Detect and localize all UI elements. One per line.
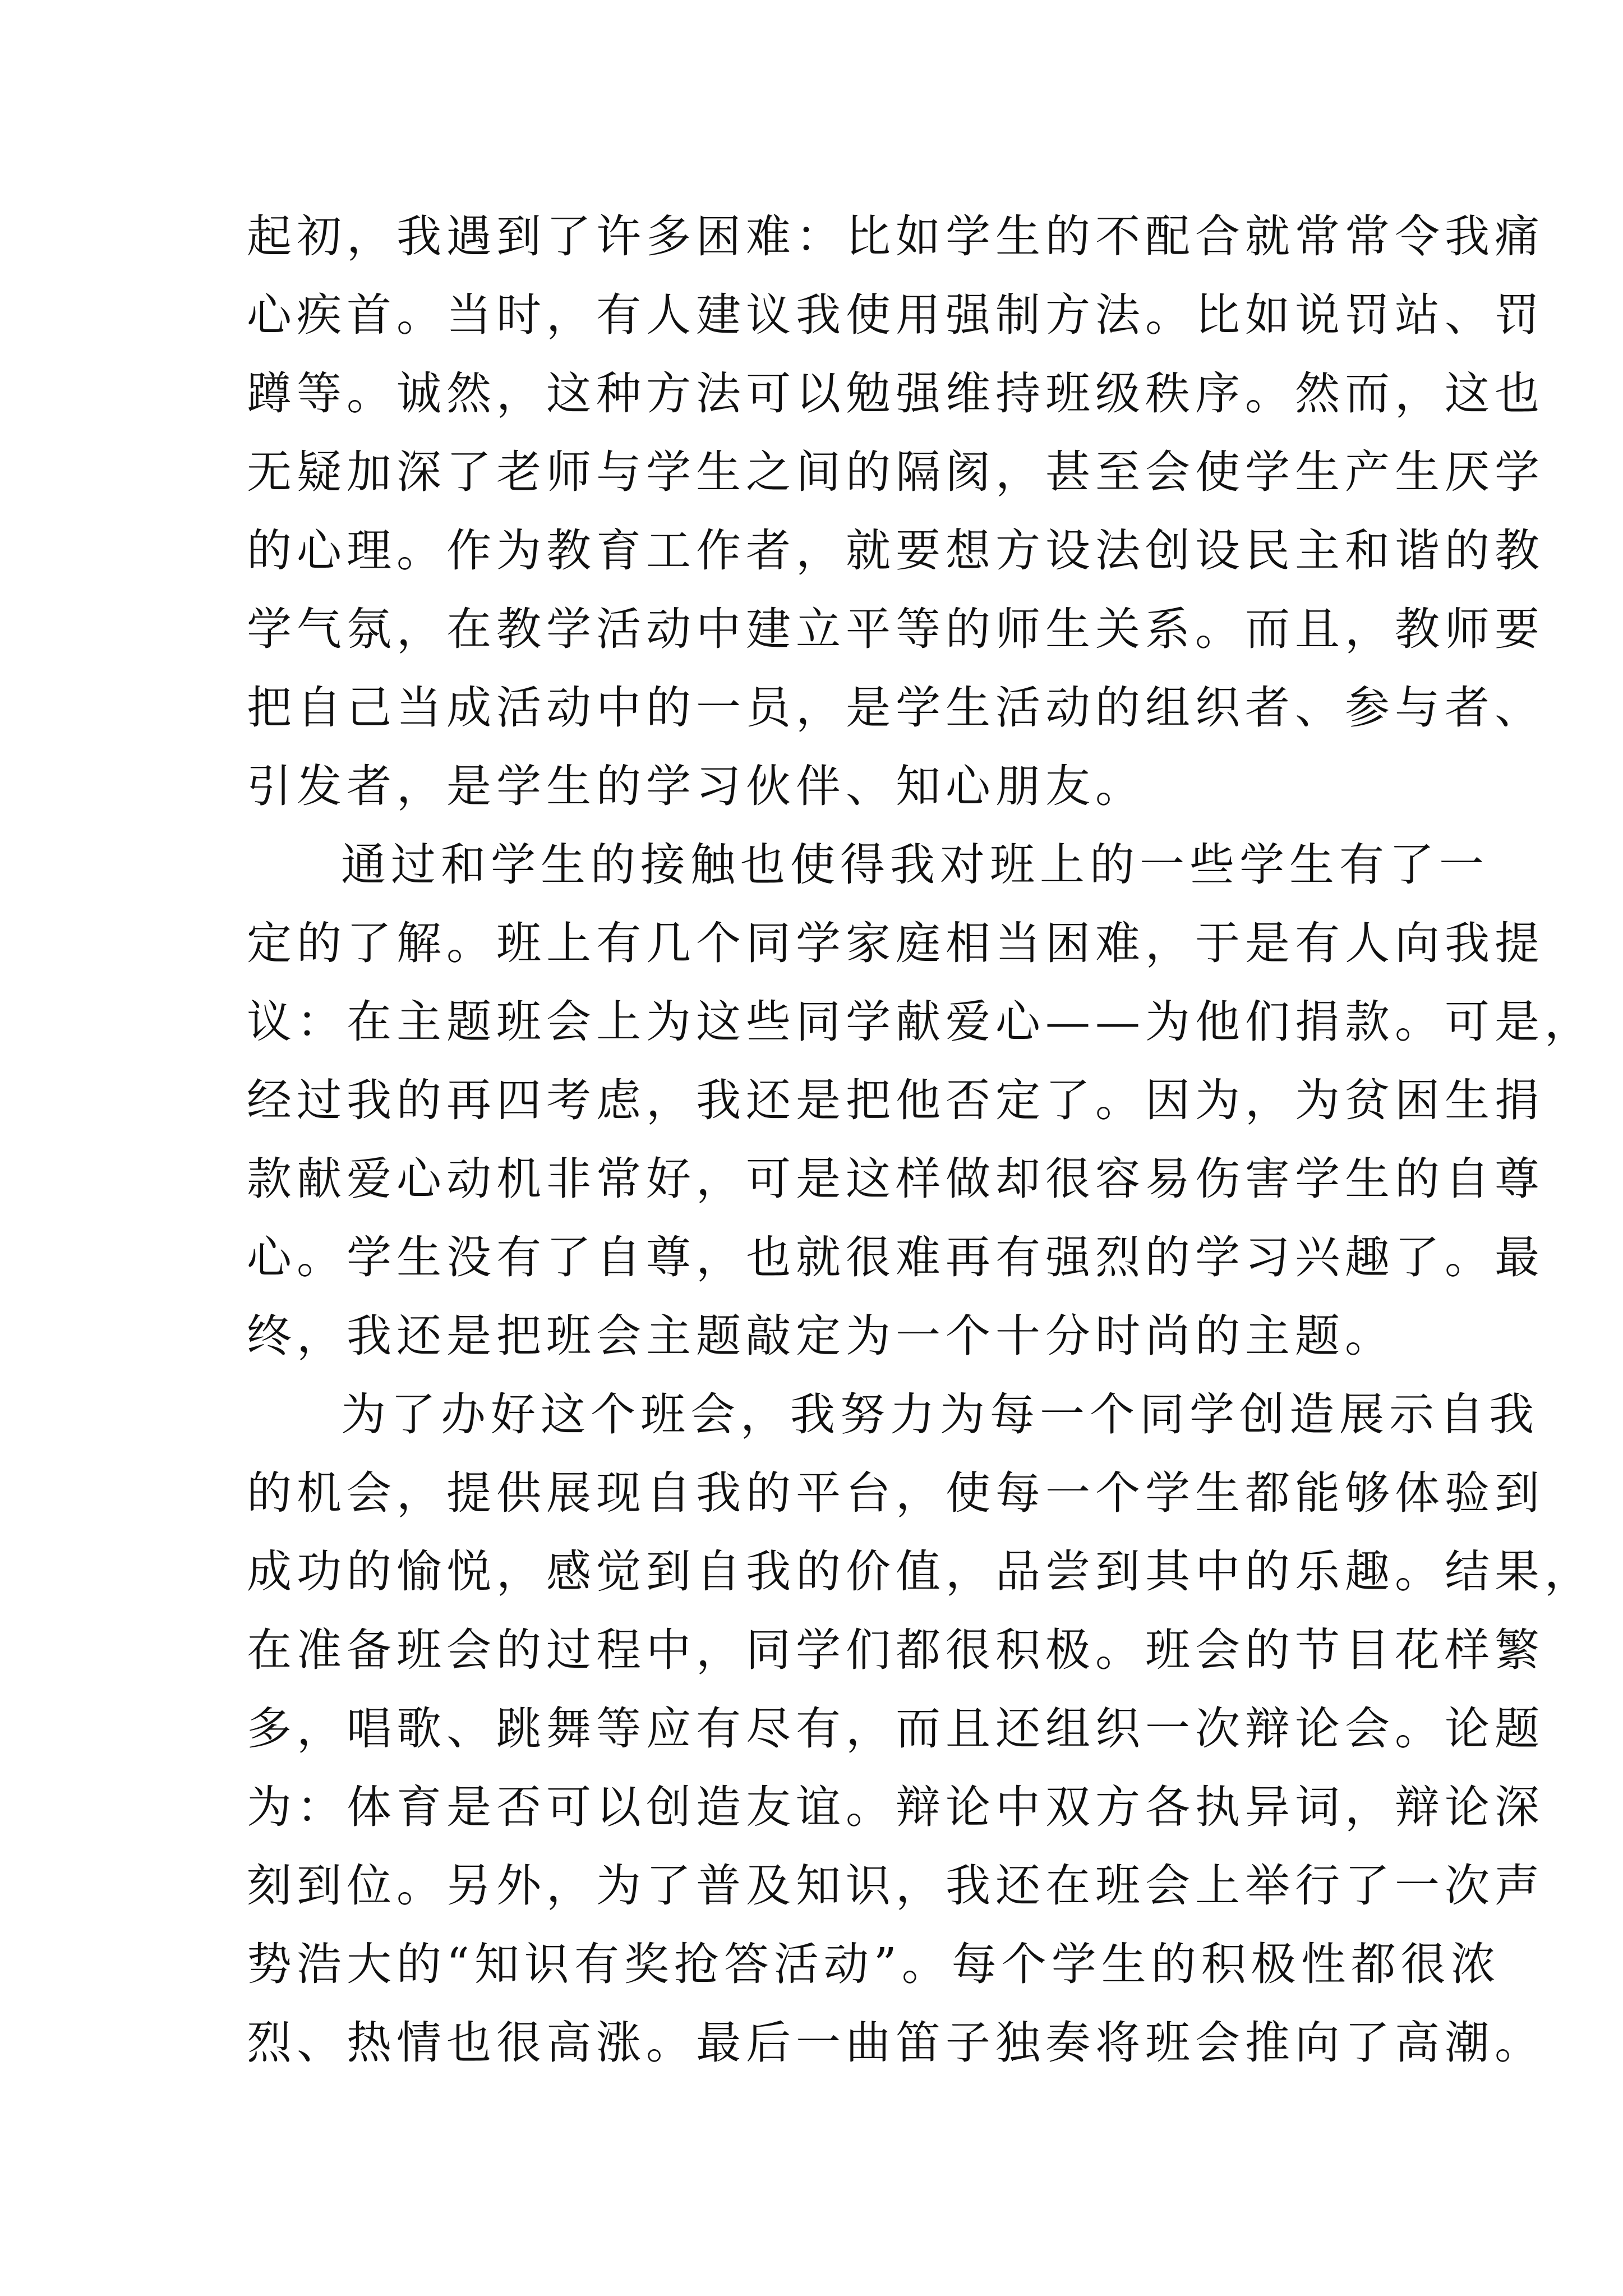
text-line: 款献爱心动机非常好，可是这样做却很容易伤害学生的自尊 — [247, 1153, 1544, 1205]
text-line: 为：体育是否可以创造友谊。辩论中双方各执异词，辩论深 — [247, 1781, 1544, 1833]
text-line: 心疾首。当时，有人建议我使用强制方法。比如说罚站、罚 — [247, 289, 1544, 341]
text-line: 蹲等。诚然，这种方法可以勉强维持班级秩序。然而，这也 — [247, 367, 1544, 420]
document-body — [247, 197, 1594, 2082]
text-line: 烈、热情也很高涨。最后一曲笛子独奏将班会推向了高潮。 — [247, 2017, 1544, 2069]
text-line: 起初，我遇到了许多困难：比如学生的不配合就常常令我痛 — [247, 210, 1544, 263]
text-line: 势浩大的“知识有奖抢答活动”。每个学生的积极性都很浓 — [247, 1938, 1501, 1990]
text-line: 多，唱歌、跳舞等应有尽有，而且还组织一次辩论会。论题 — [247, 1703, 1544, 1755]
text-line: 无疑加深了老师与学生之间的隔阂，甚至会使学生产生厌学 — [247, 446, 1544, 498]
text-line: 的心理。作为教育工作者，就要想方设法创设民主和谐的教 — [247, 524, 1544, 577]
text-line: 在准备班会的过程中，同学们都很积极。班会的节目花样繁 — [247, 1624, 1544, 1676]
text-line: 定的了解。班上有几个同学家庭相当困难，于是有人向我提 — [247, 917, 1544, 969]
text-line: 把自己当成活动中的一员，是学生活动的组织者、参与者、 — [247, 682, 1544, 734]
text-line: 学气氛，在教学活动中建立平等的师生关系。而且，教师要 — [247, 603, 1544, 655]
text-line: 引发者，是学生的学习伙伴、知心朋友。 — [247, 760, 1145, 812]
paragraph-first-line: 为了办好这个班会，我努力为每一个同学创造展示自我 — [341, 1388, 1539, 1441]
text-line: 终，我还是把班会主题敲定为一个十分时尚的主题。 — [247, 1310, 1395, 1362]
text-line: 心。学生没有了自尊，也就很难再有强烈的学习兴趣了。最 — [247, 1231, 1544, 1283]
text-line: 经过我的再四考虑，我还是把他否定了。因为，为贫困生捐 — [247, 1074, 1544, 1126]
text-line: 成功的愉悦，感觉到自我的价值，品尝到其中的乐趣。结果， — [247, 1545, 1594, 1598]
text-line: 议：在主题班会上为这些同学献爱心——为他们捐款。可是， — [247, 996, 1594, 1048]
paragraph-first-line: 通过和学生的接触也使得我对班上的一些学生有了一 — [341, 839, 1489, 891]
text-line: 刻到位。另外，为了普及知识，我还在班会上举行了一次声 — [247, 1860, 1544, 1912]
text-line: 的机会，提供展现自我的平台，使每一个学生都能够体验到 — [247, 1467, 1544, 1519]
